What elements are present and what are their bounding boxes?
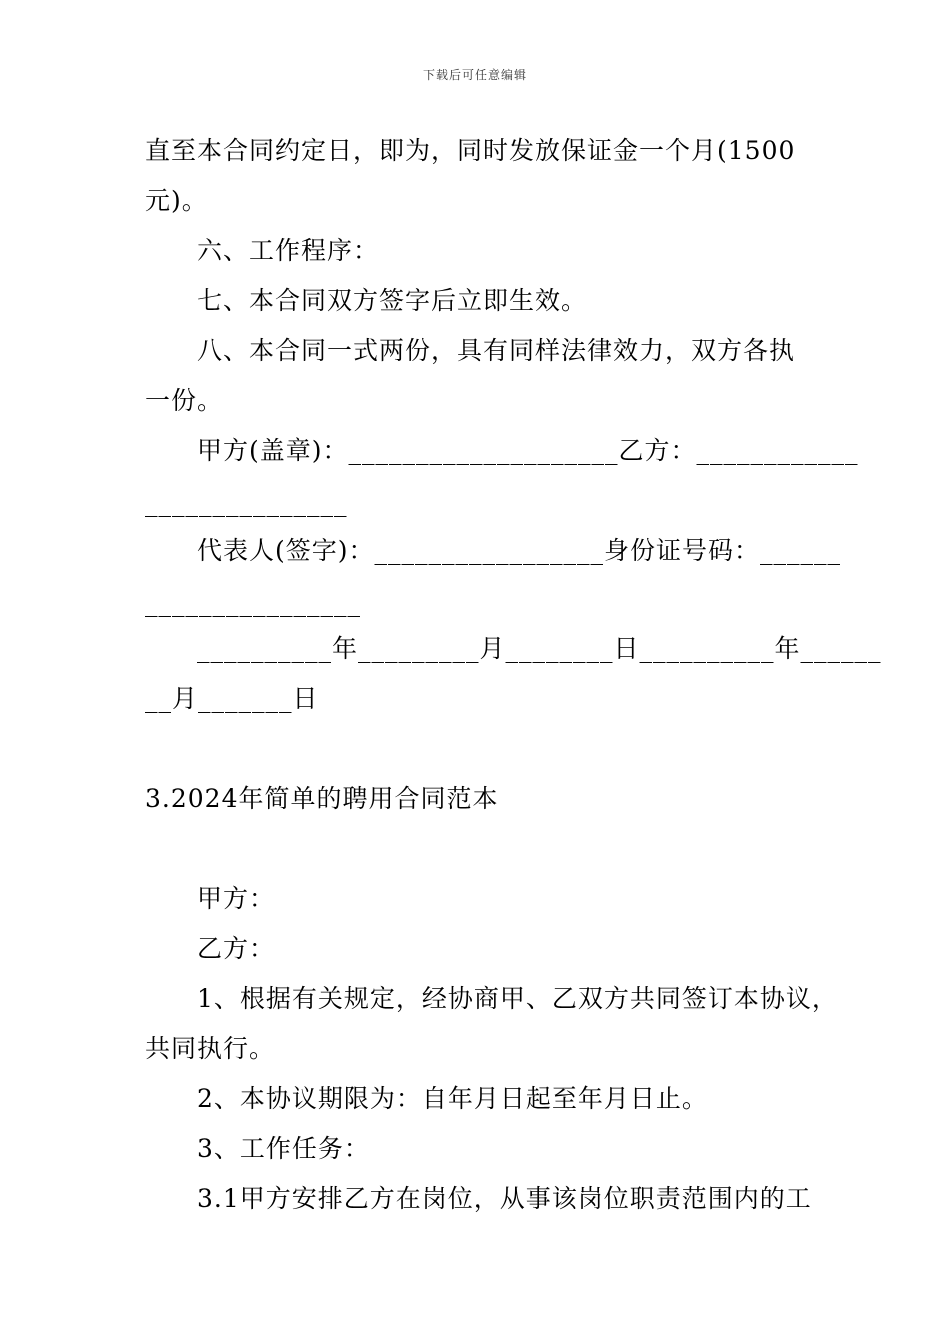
representative-line: 代表人(签字)：_________________身份证号码：______	[197, 536, 842, 565]
signature-line-party-a: 甲方(盖章)：____________________乙方：____________	[197, 436, 859, 465]
paragraph-line: 元)。	[145, 186, 208, 215]
paragraph-line: 1、根据有关规定，经协商甲、乙双方共同签订本协议，	[197, 984, 838, 1013]
paragraph-line: 3.1甲方安排乙方在岗位，从事该岗位职责范围内的工	[197, 1184, 812, 1213]
page-header: 下载后可任意编辑	[422, 68, 527, 82]
date-line-continuation: __月_______日	[145, 684, 319, 713]
paragraph-line: 3、工作任务：	[197, 1134, 370, 1163]
paragraph-line: 七、本合同双方签字后立即生效。	[197, 286, 588, 315]
signature-line-continuation: _______________	[145, 488, 348, 517]
section-title: 3.2024年简单的聘用合同范本	[145, 784, 499, 813]
representative-line-continuation: ________________	[145, 588, 361, 617]
party-b-label: 乙方：	[197, 934, 276, 963]
paragraph-line: 2、本协议期限为：自年月日起至年月日止。	[197, 1084, 708, 1113]
paragraph-line: 直至本合同约定日，即为，同时发放保证金一个月(1500	[145, 136, 796, 165]
date-line: __________年_________月________日__________年______	[197, 634, 882, 663]
paragraph-line: 八、本合同一式两份，具有同样法律效力，双方各执	[197, 336, 796, 365]
paragraph-line: 共同执行。	[145, 1034, 276, 1063]
party-a-label: 甲方：	[197, 884, 276, 913]
section-heading: 六、工作程序：	[197, 236, 380, 265]
paragraph-line: 一份。	[145, 386, 224, 415]
